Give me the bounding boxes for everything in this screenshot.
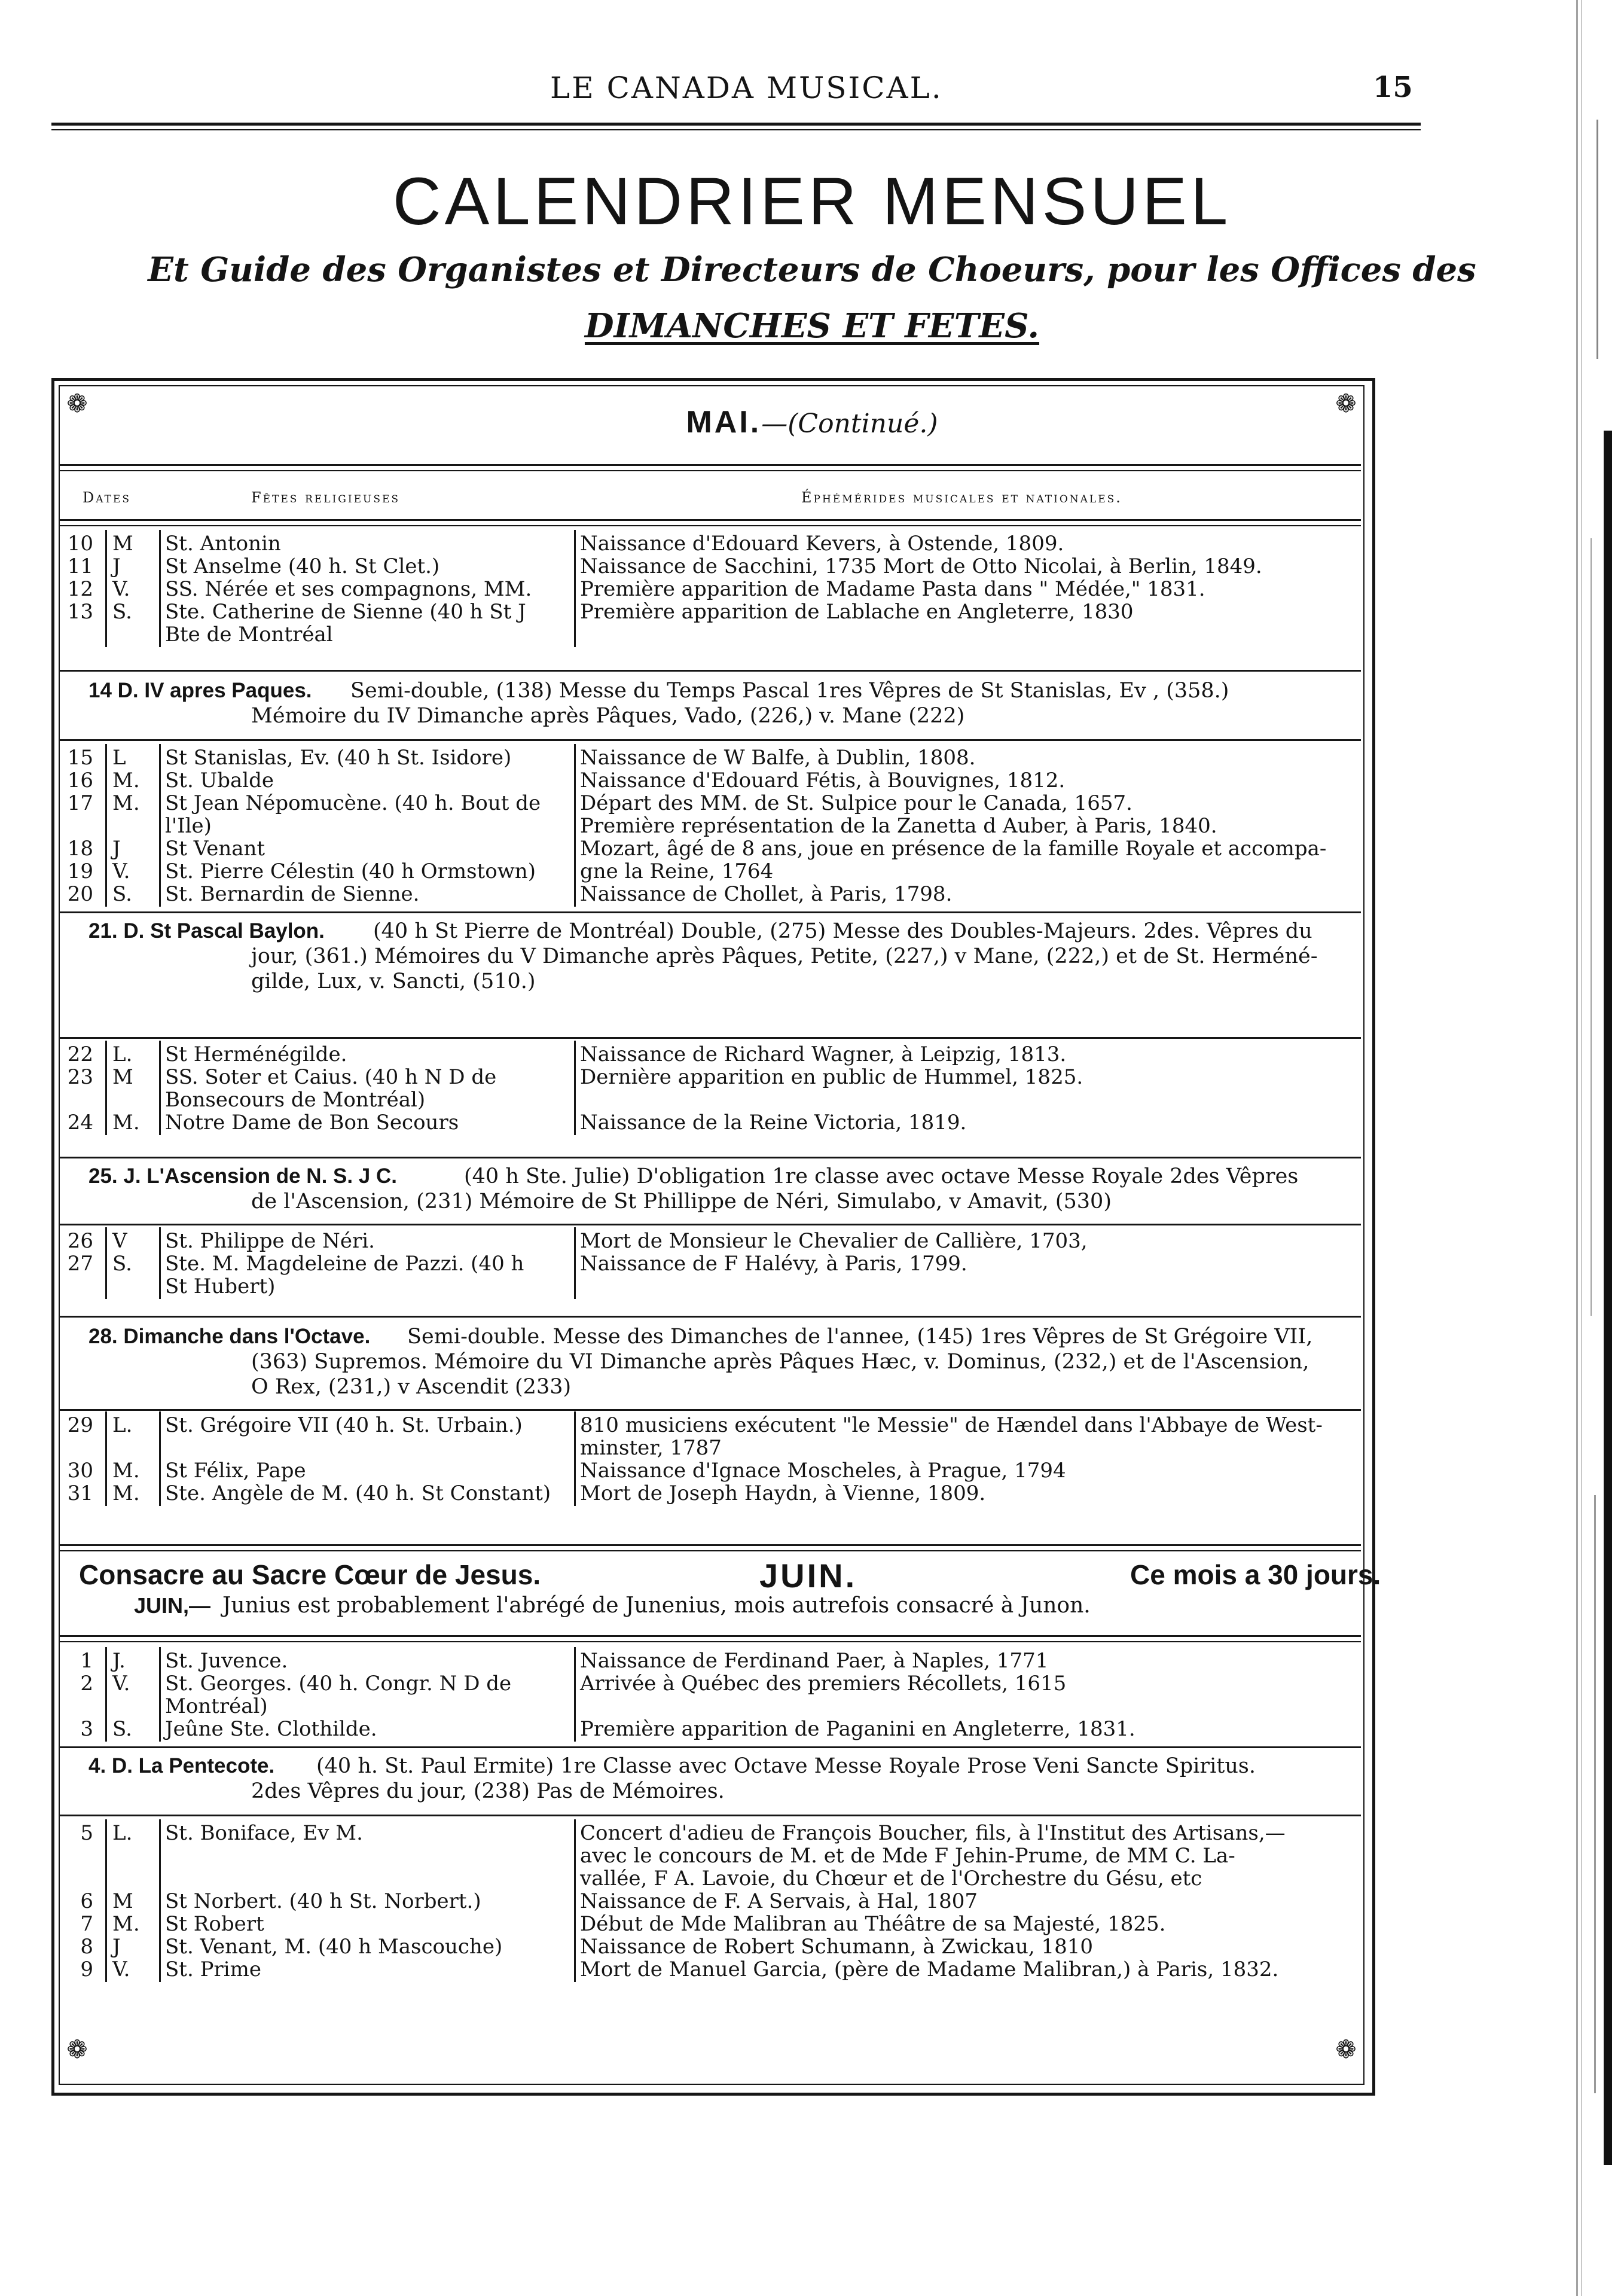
juin-note: Junius est probablement l'abrégé de Junenius, mois autrefois consacré à Junon. <box>222 1593 1091 1618</box>
row-fete: St. Venant, M. (40 h Mascouche) <box>165 1935 503 1959</box>
row-ephemeride: Mozart, âgé de 8 ans, joue en présence de la famille Royale et accompa- <box>580 837 1327 861</box>
sunday-text: jour, (361.) Mémoires du V Dimanche après Pâques, Petite, (227,) v Mane, (222,) et de St. Herméné- <box>251 944 1318 968</box>
column-divider <box>159 1819 161 1982</box>
rule <box>60 1409 1361 1411</box>
row-ephemeride: Naissance d'Edouard Fétis, à Bouvignes, 1812. <box>580 769 1066 792</box>
column-divider <box>105 1647 107 1742</box>
page-title: CALENDRIER MENSUEL <box>392 164 1232 239</box>
row-ephemeride: gne la Reine, 1764 <box>580 859 774 883</box>
row-fete: St. Philippe de Néri. <box>165 1229 375 1253</box>
row-fete: Ste. Catherine de Sienne (40 h St J <box>165 600 526 624</box>
row-ephemeride: Arrivée à Québec des premiers Récollets, 1615 <box>580 1672 1067 1696</box>
column-divider <box>574 744 576 907</box>
sunday-text: Mémoire du IV Dimanche après Pâques, Vado, (226,) v. Mane (222) <box>251 704 965 728</box>
scan-edge-artifacts <box>1573 0 1624 2296</box>
month-continued: —(Continué.) <box>761 408 938 439</box>
row-date: 18 <box>67 837 93 861</box>
sunday-text: de l'Ascension, (231) Mémoire de St Phillippe de Néri, Simulabo, v Amavit, (530) <box>251 1190 1112 1213</box>
ornament-icon: ❁ <box>66 2035 88 2064</box>
row-date: 5 <box>80 1821 93 1845</box>
row-day: M <box>112 1889 133 1913</box>
row-fete: Montréal) <box>165 1694 268 1718</box>
row-day: L. <box>112 1821 133 1845</box>
month-title-juin: JUIN. <box>759 1557 857 1594</box>
sunday-heading: 25. J. L'Ascension de N. S. J C. <box>88 1164 397 1188</box>
row-day: M. <box>112 1459 140 1483</box>
rule <box>60 1037 1361 1039</box>
column-header-dates: Dates <box>83 489 131 506</box>
row-ephemeride: Naissance de Robert Schumann, à Zwickau, 1810 <box>580 1935 1093 1959</box>
row-day: L. <box>112 1413 133 1437</box>
row-day: J <box>112 1935 121 1959</box>
sunday-text: (40 h St Pierre de Montréal) Double, (275) Messe des Doubles-Majeurs. 2des. Vêpres du <box>373 919 1312 943</box>
row-day: M. <box>112 1481 140 1505</box>
column-divider <box>105 1411 107 1506</box>
rule <box>60 519 1361 521</box>
column-divider <box>574 1411 576 1506</box>
rule <box>60 1224 1361 1225</box>
row-ephemeride: Naissance d'Edouard Kevers, à Ostende, 1809. <box>580 532 1064 556</box>
row-day: S. <box>112 600 132 624</box>
row-date: 12 <box>67 577 93 601</box>
column-divider <box>159 1041 161 1135</box>
row-day: L <box>112 746 126 770</box>
row-date: 10 <box>67 532 93 556</box>
row-fete: St Hubert) <box>165 1274 276 1298</box>
row-date: 16 <box>67 769 93 792</box>
row-fete: St. Boniface, Ev M. <box>165 1821 363 1845</box>
rule <box>60 911 1361 913</box>
column-divider <box>159 1411 161 1506</box>
rule <box>60 464 1361 466</box>
column-divider <box>159 744 161 907</box>
running-title: LE CANADA MUSICAL. <box>550 71 943 105</box>
column-divider <box>105 1227 107 1299</box>
rule <box>60 1316 1361 1318</box>
row-fete: SS. Soter et Caius. (40 h N D de <box>165 1065 497 1089</box>
row-date: 3 <box>80 1717 93 1741</box>
row-fete: SS. Nérée et ses compagnons, MM. <box>165 577 532 601</box>
row-ephemeride: Concert d'adieu de François Boucher, fils, à l'Institut des Artisans,— <box>580 1821 1286 1845</box>
row-fete: Bonsecours de Montréal) <box>165 1088 426 1112</box>
row-date: 23 <box>67 1065 93 1089</box>
row-date: 9 <box>80 1957 93 1981</box>
column-header-ephemerides: Éphémérides musicales et nationales. <box>801 489 1122 506</box>
row-fete: St Robert <box>165 1912 264 1936</box>
column-divider <box>159 530 161 647</box>
row-fete: St. Grégoire VII (40 h. St. Urbain.) <box>165 1413 523 1437</box>
row-ephemeride: Première apparition de Paganini en Angleterre, 1831. <box>580 1717 1135 1741</box>
row-fete: Notre Dame de Bon Secours <box>165 1111 459 1135</box>
sunday-heading: 4. D. La Pentecote. <box>88 1754 275 1777</box>
row-fete: St Norbert. (40 h St. Norbert.) <box>165 1889 481 1913</box>
row-fete: St. Pierre Célestin (40 h Ormstown) <box>165 859 536 883</box>
rule <box>60 470 1361 471</box>
month-name: MAI. <box>686 405 762 440</box>
row-date: 17 <box>67 791 93 815</box>
header-rule-thin <box>51 129 1421 130</box>
row-date: 31 <box>67 1481 93 1505</box>
sunday-text: O Rex, (231,) v Ascendit (233) <box>251 1375 572 1399</box>
column-divider <box>159 1227 161 1299</box>
row-date: 22 <box>67 1042 93 1066</box>
row-day: J <box>112 837 121 861</box>
row-ephemeride: Naissance de F. A Servais, à Hal, 1807 <box>580 1889 978 1913</box>
sunday-text: gilde, Lux, v. Sancti, (510.) <box>251 969 536 993</box>
row-date: 8 <box>80 1935 93 1959</box>
rule <box>60 1550 1361 1551</box>
sunday-text: Semi-double, (138) Messe du Temps Pascal 1res Vêpres de St Stanislas, Ev , (358.) <box>350 679 1229 703</box>
page-number: 15 <box>1373 71 1413 104</box>
row-fete: St. Bernardin de Sienne. <box>165 882 420 906</box>
row-ephemeride: vallée, F A. Lavoie, du Chœur et de l'Orchestre du Gésu, etc <box>580 1867 1202 1891</box>
row-fete: St. Antonin <box>165 532 281 556</box>
row-ephemeride: Naissance de Ferdinand Paer, à Naples, 1771 <box>580 1649 1049 1673</box>
column-header-fetes: Fêtes religieuses <box>251 489 401 506</box>
row-date: 26 <box>67 1229 93 1253</box>
row-day: V. <box>112 859 130 883</box>
row-day: M <box>112 532 133 556</box>
row-date: 1 <box>80 1649 93 1673</box>
row-day: M. <box>112 1912 140 1936</box>
row-day: V. <box>112 1672 130 1696</box>
column-divider <box>574 1041 576 1135</box>
column-divider <box>105 744 107 907</box>
sunday-text: (40 h Ste. Julie) D'obligation 1re classe avec octave Messe Royale 2des Vêpres <box>464 1164 1299 1188</box>
row-ephemeride: Naissance de W Balfe, à Dublin, 1808. <box>580 746 976 770</box>
sunday-heading: 14 D. IV apres Paques. <box>88 679 312 702</box>
rule <box>60 670 1361 672</box>
row-ephemeride: Mort de Manuel Garcia, (père de Madame Malibran,) à Paris, 1832. <box>580 1957 1279 1981</box>
rule <box>60 739 1361 741</box>
row-day: L. <box>112 1042 133 1066</box>
row-date: 19 <box>67 859 93 883</box>
subtitle-line-2: DIMANCHES ET FETES. <box>584 306 1040 346</box>
row-date: 13 <box>67 600 93 624</box>
juin-days-count: Ce mois a 30 jours. <box>1130 1559 1381 1590</box>
row-day: M. <box>112 769 140 792</box>
ornament-icon: ❁ <box>1335 2035 1357 2064</box>
row-fete: St Stanislas, Ev. (40 h St. Isidore) <box>165 746 512 770</box>
row-fete: St Félix, Pape <box>165 1459 306 1483</box>
row-ephemeride: avec le concours de M. et de Mde F Jehin-Prume, de MM C. La- <box>580 1844 1235 1868</box>
row-ephemeride: Mort de Joseph Haydn, à Vienne, 1809. <box>580 1481 986 1505</box>
row-ephemeride: Départ des MM. de St. Sulpice pour le Canada, 1657. <box>580 791 1132 815</box>
row-fete: St. Juvence. <box>165 1649 288 1673</box>
row-fete: Jeûne Ste. Clothilde. <box>165 1717 377 1741</box>
row-day: J. <box>112 1649 126 1673</box>
row-date: 11 <box>67 554 93 578</box>
row-day: V <box>112 1229 127 1253</box>
row-fete: Ste. Angèle de M. (40 h. St Constant) <box>165 1481 551 1505</box>
row-date: 30 <box>67 1459 93 1483</box>
row-fete: St Anselme (40 h. St Clet.) <box>165 554 440 578</box>
column-divider <box>574 1819 576 1982</box>
row-day: M. <box>112 791 140 815</box>
sunday-heading: 28. Dimanche dans l'Octave. <box>88 1325 371 1348</box>
row-ephemeride: 810 musiciens exécutent "le Messie" de Hændel dans l'Abbaye de West- <box>580 1413 1323 1437</box>
rule <box>60 1641 1361 1642</box>
row-date: 2 <box>80 1672 93 1696</box>
row-date: 29 <box>67 1413 93 1437</box>
row-fete: St. Prime <box>165 1957 261 1981</box>
column-divider <box>105 1819 107 1982</box>
row-ephemeride: Première représentation de la Zanetta d Auber, à Paris, 1840. <box>580 814 1217 838</box>
juin-dedication: Consacre au Sacre Cœur de Jesus. <box>79 1559 541 1590</box>
row-day: S. <box>112 1252 132 1276</box>
row-fete: l'Ile) <box>165 814 212 838</box>
column-divider <box>574 1647 576 1742</box>
rule <box>60 1746 1361 1748</box>
row-fete: St. Georges. (40 h. Congr. N D de <box>165 1672 512 1696</box>
sunday-heading: 21. D. St Pascal Baylon. <box>88 919 325 943</box>
row-fete: Bte de Montréal <box>165 623 333 647</box>
column-divider <box>105 530 107 647</box>
row-ephemeride: minster, 1787 <box>580 1436 722 1460</box>
row-ephemeride: Naissance d'Ignace Moscheles, à Prague, 1794 <box>580 1459 1066 1483</box>
row-ephemeride: Première apparition de Madame Pasta dans " Médée," 1831. <box>580 577 1205 601</box>
row-ephemeride: Naissance de la Reine Victoria, 1819. <box>580 1111 967 1135</box>
row-date: 6 <box>80 1889 93 1913</box>
row-date: 20 <box>67 882 93 906</box>
row-day: J <box>112 554 121 578</box>
juin-note-head: JUIN,— <box>134 1593 211 1618</box>
rule <box>60 1157 1361 1158</box>
row-day: V. <box>112 1957 130 1981</box>
rule <box>60 1544 1361 1546</box>
rule <box>60 1815 1361 1816</box>
ornament-icon: ❁ <box>66 389 88 418</box>
column-divider <box>574 530 576 647</box>
subtitle-line-1: Et Guide des Organistes et Directeurs de Choeurs, pour les Offices des <box>148 250 1476 289</box>
row-ephemeride: Mort de Monsieur le Chevalier de Callière, 1703, <box>580 1229 1088 1253</box>
row-fete: St Herménégilde. <box>165 1042 347 1066</box>
row-day: S. <box>112 882 132 906</box>
row-date: 24 <box>67 1111 93 1135</box>
column-divider <box>159 1647 161 1742</box>
row-fete: Ste. M. Magdeleine de Pazzi. (40 h <box>165 1252 524 1276</box>
row-ephemeride: Début de Mde Malibran au Théâtre de sa Majesté, 1825. <box>580 1912 1166 1936</box>
row-date: 27 <box>67 1252 93 1276</box>
row-date: 15 <box>67 746 93 770</box>
row-ephemeride: Naissance de Sacchini, 1735 Mort de Otto Nicolai, à Berlin, 1849. <box>580 554 1262 578</box>
row-ephemeride: Naissance de Richard Wagner, à Leipzig, 1813. <box>580 1042 1067 1066</box>
row-fete: St Venant <box>165 837 265 861</box>
column-divider <box>105 1041 107 1135</box>
row-fete: St Jean Népomucène. (40 h. Bout de <box>165 791 541 815</box>
month-title-mai <box>0 404 1624 440</box>
column-divider <box>574 1227 576 1299</box>
row-ephemeride: Première apparition de Lablache en Angleterre, 1830 <box>580 600 1134 624</box>
rule <box>60 525 1361 526</box>
row-date: 7 <box>80 1912 93 1936</box>
row-day: M. <box>112 1111 140 1135</box>
sunday-text: Semi-double. Messe des Dimanches de l'annee, (145) 1res Vêpres de St Grégoire VII, <box>407 1325 1313 1349</box>
row-fete: St. Ubalde <box>165 769 274 792</box>
ornament-icon: ❁ <box>1335 389 1357 418</box>
row-day: S. <box>112 1717 132 1741</box>
row-ephemeride: Dernière apparition en public de Hummel, 1825. <box>580 1065 1083 1089</box>
row-day: V. <box>112 577 130 601</box>
sunday-text: (363) Supremos. Mémoire du VI Dimanche après Pâques Hæc, v. Dominus, (232,) et de l'Ascension, <box>251 1350 1309 1374</box>
row-day: M <box>112 1065 133 1089</box>
sunday-text: (40 h. St. Paul Ermite) 1re Classe avec Octave Messe Royale Prose Veni Sancte Spiritus. <box>316 1754 1256 1778</box>
row-ephemeride: Naissance de F Halévy, à Paris, 1799. <box>580 1252 967 1276</box>
rule <box>60 1635 1361 1637</box>
row-ephemeride: Naissance de Chollet, à Paris, 1798. <box>580 882 953 906</box>
header-rule-thick <box>51 123 1421 126</box>
sunday-text: 2des Vêpres du jour, (238) Pas de Mémoires. <box>251 1779 725 1803</box>
